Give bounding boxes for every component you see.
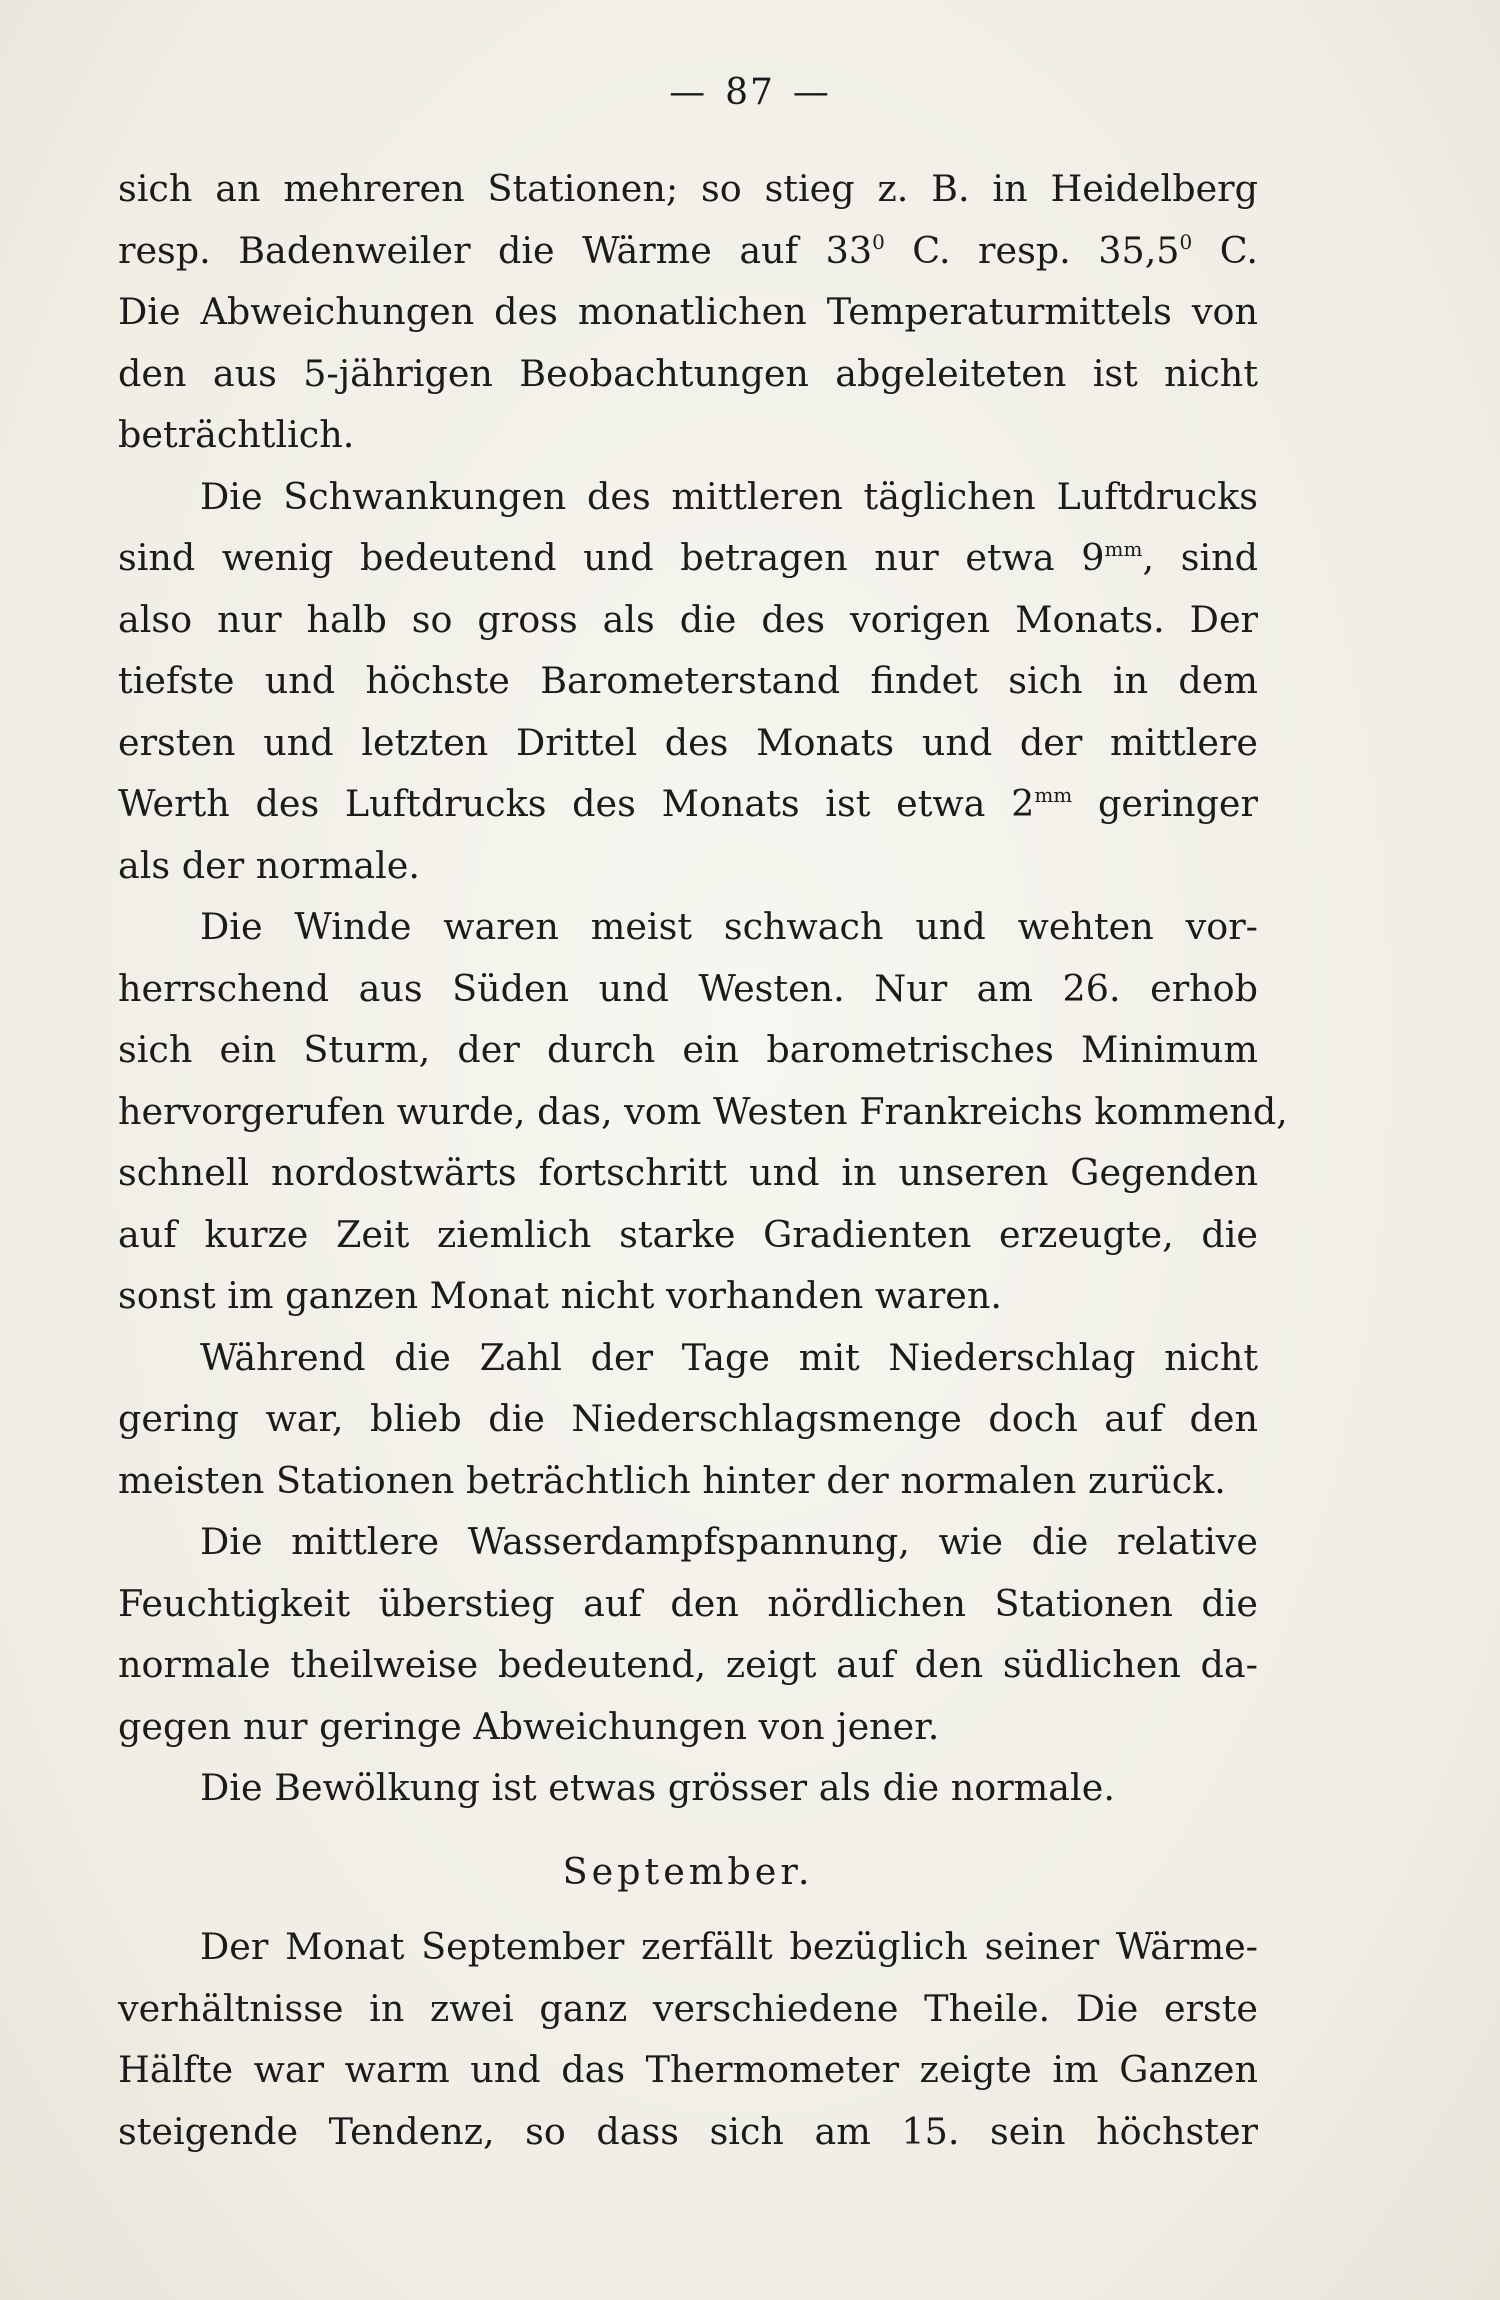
text-line: sich ein Sturm, der durch ein barometrisches Minimum [118,1028,1258,1071]
text-line: Die Schwankungen des mittleren täglichen Luftdrucks [200,474,1258,518]
text-line: verhältnisse in zwei ganz verschiedene Theile. Die erste [118,1986,1258,2030]
page-number-header [0,72,1500,113]
dash-left: — [669,72,708,113]
text-line: Die Abweichungen des monatlichen Temperaturmittels von [118,290,1258,333]
text-line: Hälfte war warm und das Thermometer zeigte im Ganzen [118,2048,1258,2091]
text-line: gegen nur geringe Abweichungen von jener. [118,1704,940,1748]
text-line: steigende Tendenz, so dass sich am 15. sein höchster [118,2109,1258,2153]
text-line: hervorgerufen wurde, das, vom Westen Frankreichs kommend, [118,1089,1288,1133]
body-text [118,158,1288,2162]
text-line: schnell nordostwärts fortschritt und in unseren Gegenden [118,1151,1258,1194]
text-line [118,527,1258,589]
degree-mark: 0 [1179,229,1193,254]
text-segment: Werth des Luftdrucks des Monats ist etwa 2 [118,782,1035,825]
degree-mark: 0 [872,229,885,254]
text-line: Die Bewölkung ist etwas grösser als die normale. [200,1766,1115,1809]
text-line: meisten Stationen beträchtlich hinter der normalen zurück. [118,1458,1226,1502]
text-line: Während die Zahl der Tage mit Niederschlag nicht [200,1335,1258,1379]
text-line: herrschend aus Süden und Westen. Nur am 26. erhob [118,966,1258,1010]
text-line: also nur halb so gross als die des vorigen Monats. Der [118,597,1258,641]
text-segment: C. resp. 35,5 [884,228,1180,272]
dash-right: — [792,72,831,113]
text-line: den aus 5-jährigen Beobachtungen abgeleiteten ist nicht [118,351,1258,395]
text-line: auf kurze Zeit ziemlich starke Gradienten erzeugte, die [118,1212,1258,1256]
section-heading: September. [562,1849,814,1893]
text-segment: C. [1192,228,1258,272]
text-line: gering war, blieb die Niederschlagsmenge doch auf den [118,1397,1258,1440]
text-segment: geringer [1072,782,1258,825]
text-line: Feuchtigkeit überstieg auf den nördlichen Stationen die [118,1581,1258,1625]
text-line: als der normale. [118,843,420,887]
text-line: sonst im ganzen Monat nicht vorhanden waren. [118,1274,1003,1317]
text-line [118,220,1258,282]
text-segment: sind wenig bedeutend und betragen nur etwa 9 [118,536,1105,579]
text-line: tiefste und höchste Barometerstand findet sich in dem [118,659,1258,702]
text-line [118,773,1258,835]
text-line: beträchtlich. [118,413,355,456]
text-line: Die mittlere Wasserdampfspannung, wie die relative [200,1520,1258,1563]
text-line: ersten und letzten Drittel des Monats und der mittlere [118,720,1258,764]
text-segment: , sind [1142,536,1258,579]
unit-superscript: mm [1104,537,1143,561]
text-line: sich an mehreren Stationen; so stieg z. B. in Heidelberg [118,167,1258,210]
text-line: Die Winde waren meist schwach und wehten vor- [200,905,1258,948]
unit-superscript: mm [1034,783,1073,807]
text-line: normale theilweise bedeutend, zeigt auf den südlichen da- [118,1643,1258,1686]
text-line: Der Monat September zerfällt bezüglich seiner Wärme- [200,1925,1258,1968]
page-number: 87 [725,72,775,113]
text-segment: resp. Badenweiler die Wärme auf 33 [118,228,873,272]
